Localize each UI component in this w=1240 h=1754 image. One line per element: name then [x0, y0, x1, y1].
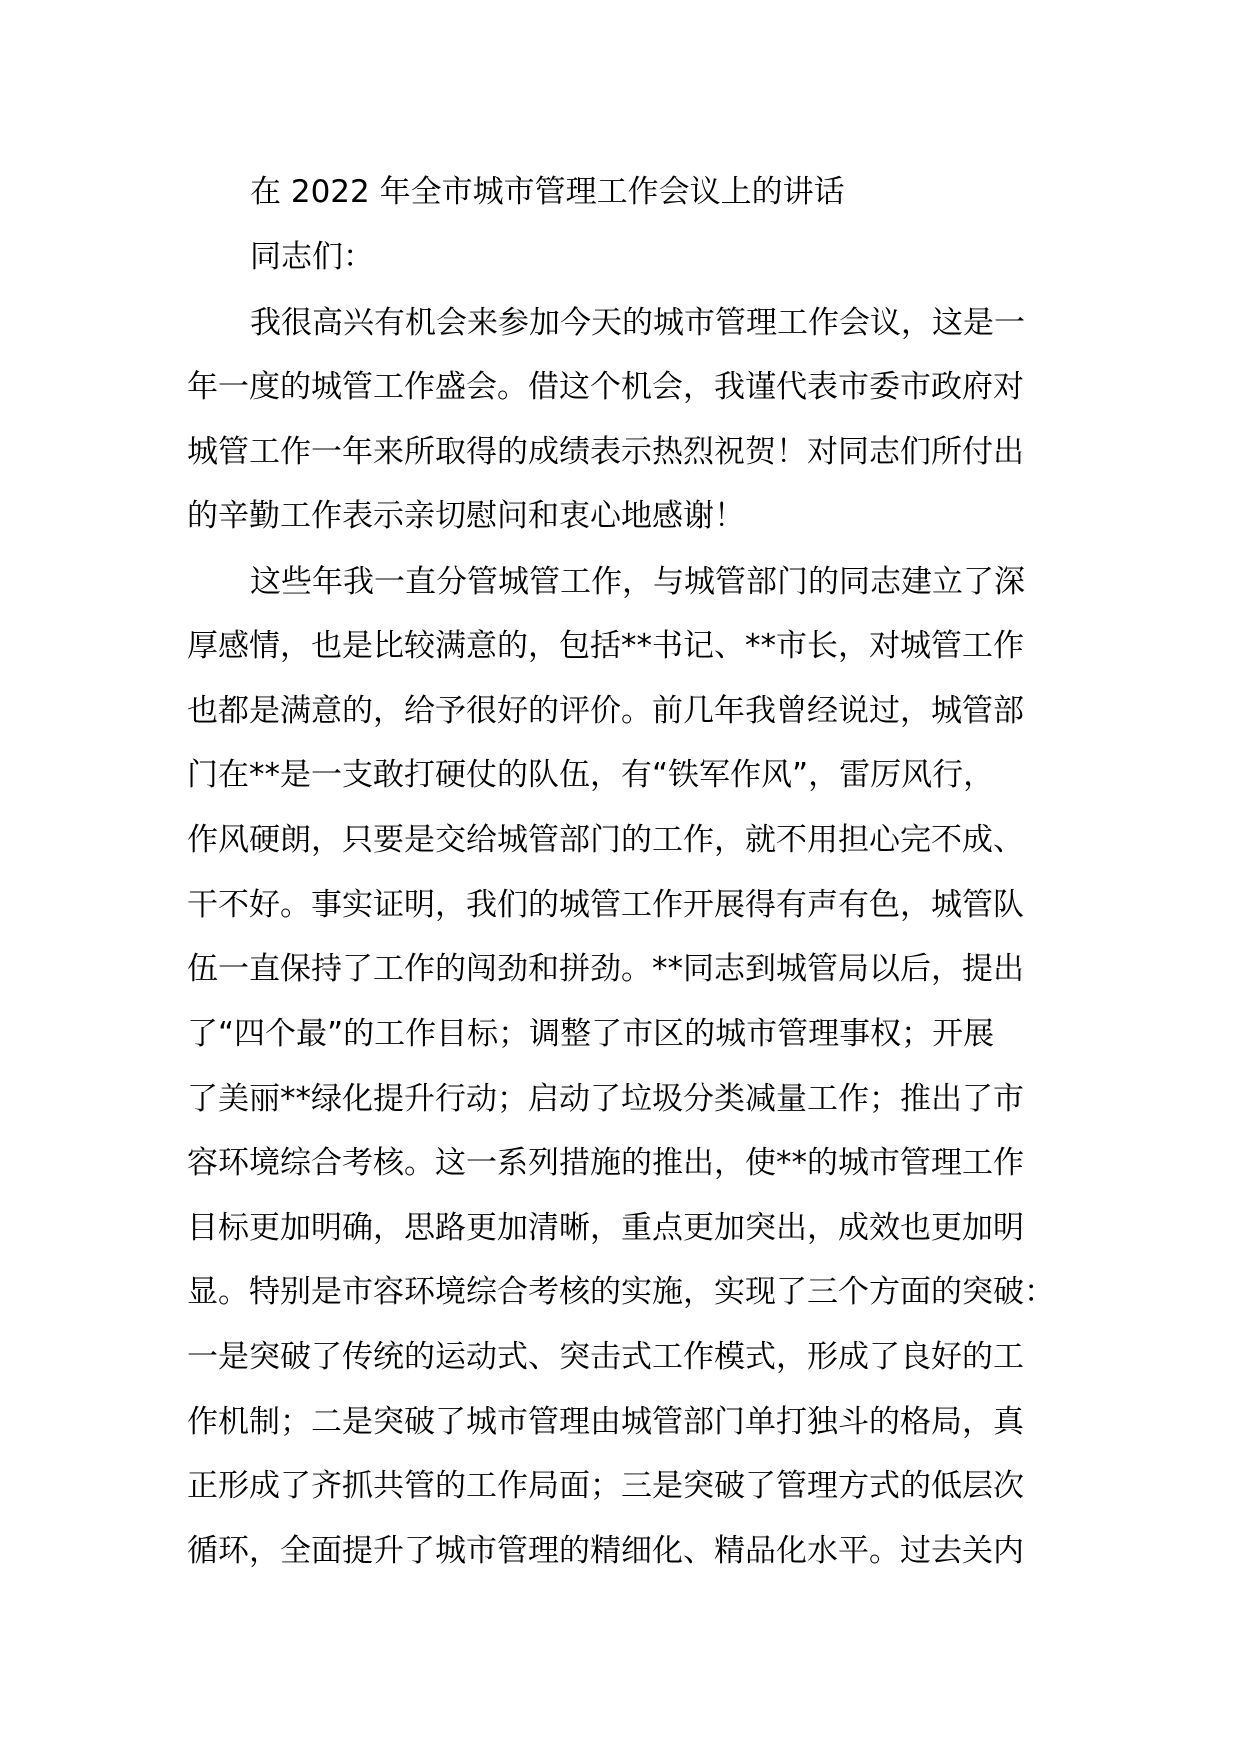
greeting: 同志们： — [250, 239, 374, 275]
paragraph-line: 正形成了齐抓共管的工作局面；三是突破了管理方式的低层次 — [187, 1468, 1024, 1504]
paragraph-line: 干不好。事实证明，我们的城管工作开展得有声有色，城管队 — [187, 887, 1024, 923]
paragraph-line: 城管工作一年来所取得的成绩表示热烈祝贺！对同志们所付出 — [187, 434, 1024, 470]
paragraph-line: 目标更加明确，思路更加清晰，重点更加突出，成效也更加明 — [187, 1210, 1024, 1246]
paragraph-line: 显。特别是市容环境综合考核的实施，实现了三个方面的突破： — [187, 1274, 1055, 1310]
paragraph-line: 容环境综合考核。这一系列措施的推出，使**的城市管理工作 — [187, 1145, 1024, 1181]
paragraph-line: 了美丽**绿化提升行动；启动了垃圾分类减量工作；推出了市 — [187, 1081, 1024, 1117]
paragraph-line: 的辛勤工作表示亲切慰问和衷心地感谢！ — [187, 498, 745, 534]
paragraph-line: 这些年我一直分管城管工作，与城管部门的同志建立了深 — [250, 564, 1025, 600]
paragraph-line: 伍一直保持了工作的闯劲和拼劲。**同志到城管局以后，提出 — [187, 951, 1024, 987]
paragraph-line: 循环，全面提升了城市管理的精细化、精品化水平。过去关内 — [187, 1533, 1024, 1569]
document-title: 在 2022 年全市城市管理工作会议上的讲话 — [250, 174, 845, 210]
paragraph-line: 门在**是一支敢打硬仗的队伍，有“铁军作风”，雷厉风行， — [187, 757, 995, 793]
paragraph-line: 厚感情，也是比较满意的，包括**书记、**市长，对城管工作 — [187, 628, 1024, 664]
paragraph-line: 一是突破了传统的运动式、突击式工作模式，形成了良好的工 — [187, 1339, 1024, 1375]
paragraph-line: 也都是满意的，给予很好的评价。前几年我曾经说过，城管部 — [187, 693, 1024, 729]
paragraph-line: 作风硬朗，只要是交给城管部门的工作，就不用担心完不成、 — [187, 822, 1024, 858]
paragraph-line: 了“四个最”的工作目标；调整了市区的城市管理事权；开展 — [187, 1016, 995, 1052]
paragraph-line: 作机制；二是突破了城市管理由城管部门单打独斗的格局，真 — [187, 1404, 1024, 1440]
paragraph-line: 我很高兴有机会来参加今天的城市管理工作会议，这是一 — [250, 305, 1025, 341]
paragraph-line: 年一度的城管工作盛会。借这个机会，我谨代表市委市政府对 — [187, 369, 1024, 405]
